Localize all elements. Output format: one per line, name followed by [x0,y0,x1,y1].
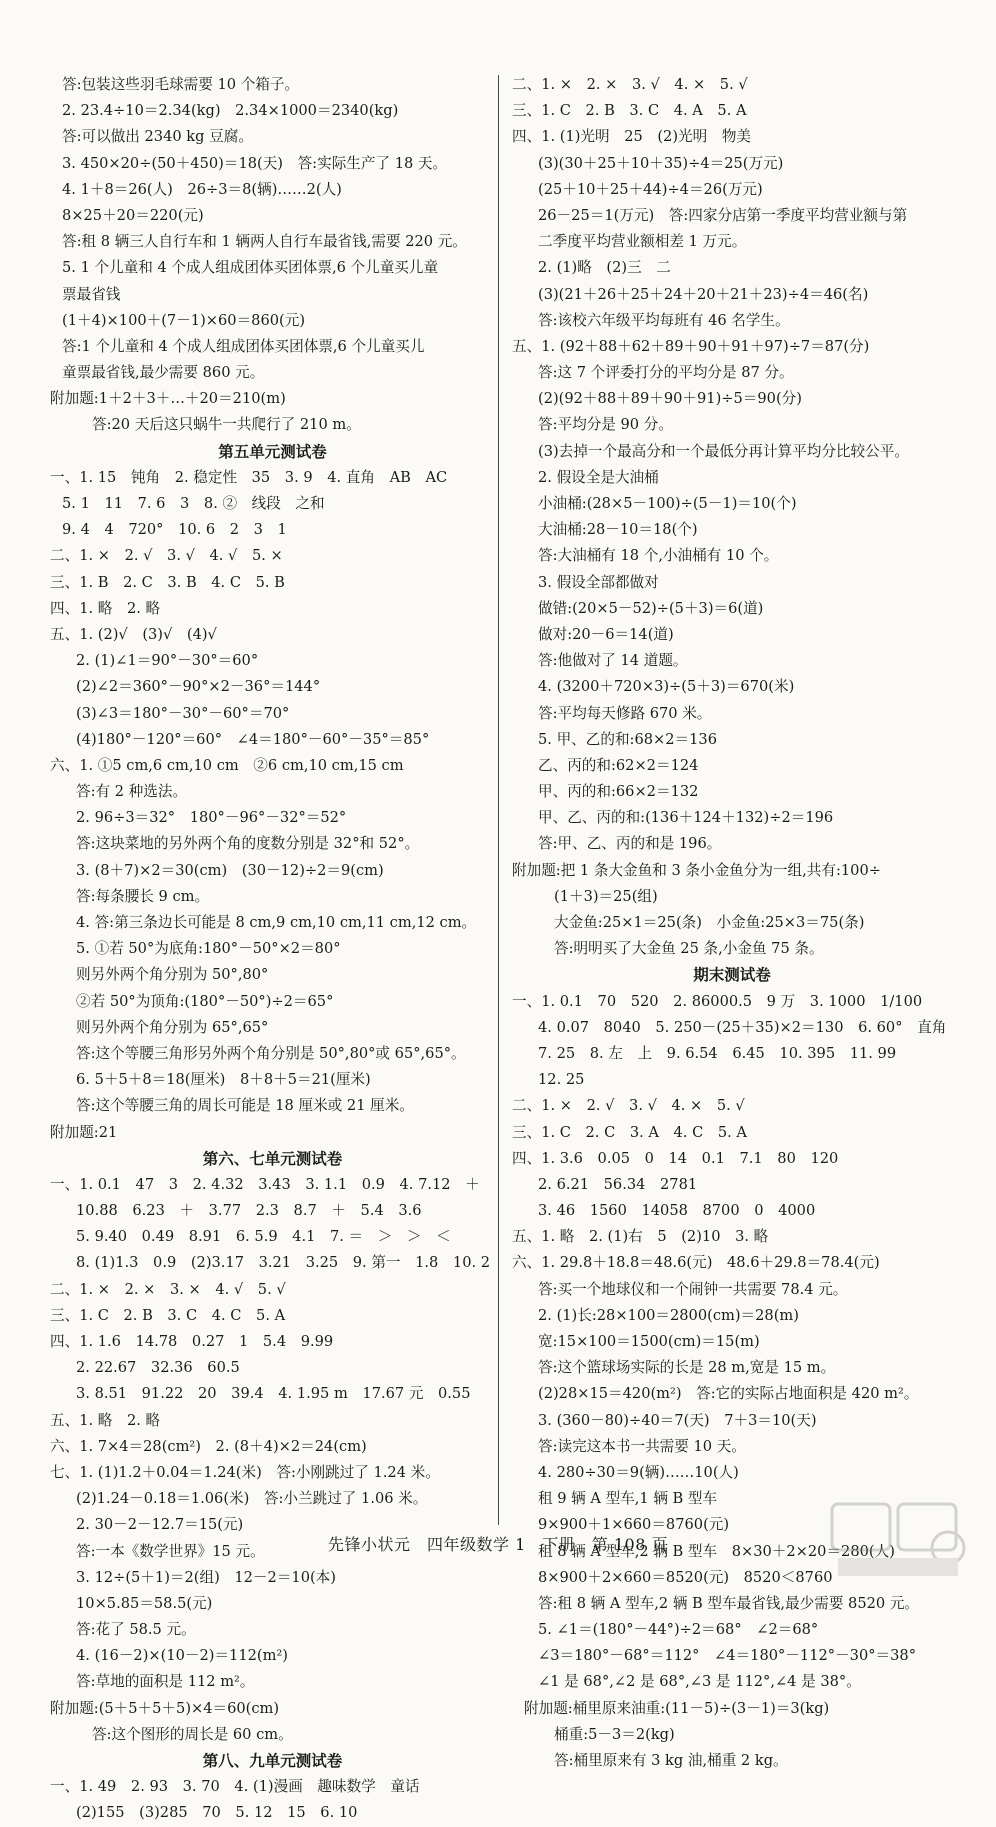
answer-line: 2. 23.4÷10＝2.34(kg) 2.34×1000＝2340(kg) [62,102,399,120]
answer-line: 答:租 8 辆 A 型车,2 辆 B 型车最省钱,最少需要 8520 元。 [538,1594,920,1612]
answer-line: 9. 4 4 720° 10. 6 2 3 1 [62,521,287,539]
answer-line: 答:1 个儿童和 4 个成人组成团体买团体票,6 个儿童买儿 [62,337,425,355]
answer-line: 答:他做对了 14 道题。 [538,652,688,670]
answer-line: 4. (3200＋720×3)÷(5＋3)＝670(米) [538,678,795,696]
answer-line: (2)28×15＝420(m²) 答:它的实际占地面积是 420 m²。 [538,1385,919,1403]
answer-line: 2. 22.67 32.36 60.5 [76,1359,240,1377]
answer-line: (3)去掉一个最高分和一个最低分再计算平均分比较公平。 [538,442,909,460]
answer-line: 答:平均每天修路 670 米。 [538,704,712,722]
column-divider [498,75,499,1525]
answer-line: 则另外两个角分别为 50°,80° [76,966,269,984]
answer-line: 答:租 8 辆三人自行车和 1 辆两人自行车最省钱,需要 220 元。 [62,233,467,251]
answer-line: (3)(30＋25＋10＋35)÷4＝25(万元) [538,154,784,172]
answer-line: 答:一本《数学世界》15 元。 [76,1542,265,1560]
answer-line: 2. 假设全是大油桶 [538,468,659,486]
answer-line: 三、1. C 2. C 3. A 4. C 5. A [512,1123,747,1141]
section-heading: 期末测试卷 [693,966,771,985]
answer-line: 五、1. (92＋88＋62＋89＋90＋91＋97)÷7＝87(分) [512,337,870,355]
answer-line: 五、1. 略 2. (1)右 5 (2)10 3. 略 [512,1228,769,1246]
answer-line: 二季度平均营业额相差 1 万元。 [538,233,747,251]
answer-line: (2)(92＋88＋89＋90＋91)÷5＝90(分) [538,390,802,408]
answer-line: (2)∠2＝360°－90°×2－36°＝144° [76,678,321,696]
answer-line: 四、1. 1.6 14.78 0.27 1 5.4 9.99 [50,1333,334,1350]
answer-line: 一、1. 15 钝角 2. 稳定性 35 3. 9 4. 直角 AB AC [50,468,448,486]
answer-line: 答:买一个地球仪和一个闹钟一共需要 78.4 元。 [538,1280,848,1298]
answer-line: 8×25＋20＝220(元) [62,206,204,224]
answer-line: 童票最省钱,最少需要 860 元。 [62,364,265,382]
answer-line: 答:明明买了大金鱼 25 条,小金鱼 75 条。 [554,940,824,958]
answer-line: 4. 答:第三条边长可能是 8 cm,9 cm,10 cm,11 cm,12 cm。 [76,914,477,931]
answer-line: 4. 0.07 8040 5. 250－(25＋35)×2＝130 6. 60° 直角 [538,1018,947,1036]
answer-line: 三、1. B 2. C 3. B 4. C 5. B [50,573,285,591]
answer-line: ②若 50°为顶角:(180°－50°)÷2＝65° [76,992,334,1010]
answer-line: 3. 450×20÷(50＋450)＝18(天) 答:实际生产了 18 天。 [62,154,448,172]
answer-line: (1＋3)＝25(组) [554,887,658,905]
section-heading: 第五单元测试卷 [218,442,327,461]
answer-line: 3. (360－80)÷40＝7(天) 7＋3＝10(天) [538,1411,817,1429]
answer-line: 3. 假设全部都做对 [538,573,659,591]
answer-line: 二、1. × 2. × 3. √ 4. × 5. √ [512,76,748,93]
answer-line: 2. 30－2－12.7＝15(元) [76,1516,244,1534]
answer-line: 8×900＋2×660＝8520(元) 8520＜8760 [538,1568,833,1586]
answer-line: 3. (8＋7)×2＝30(cm) (30－12)÷2＝9(cm) [76,861,384,879]
answer-line: 做错:(20×5－52)÷(5＋3)＝6(道) [538,599,764,617]
answer-line: 答:甲、乙、丙的和是 196。 [538,835,722,853]
answer-line: 四、1. 3.6 0.05 0 14 0.1 7.1 80 120 [512,1149,839,1167]
answer-line: (2)1.24－0.18＝1.06(米) 答:小兰跳过了 1.06 米。 [76,1490,428,1508]
answer-line: (2)155 (3)285 70 5. 12 15 6. 10 [76,1804,358,1822]
answer-line: 五、1. 略 2. 略 [50,1411,161,1429]
answer-line: 答:读完这本书一共需要 10 天。 [538,1437,746,1455]
answer-line: 5. 1 个儿童和 4 个成人组成团体买团体票,6 个儿童买儿童 [62,259,439,277]
answer-line: 10×5.85＝58.5(元) [76,1594,213,1612]
answer-line: 票最省钱 [62,285,121,303]
answer-line: 4. 1＋8＝26(人) 26÷3＝8(辆)……2(人) [62,180,342,198]
answer-line: 四、1. (1)光明 25 (2)光明 物美 [512,128,752,146]
section-heading: 第六、七单元测试卷 [202,1149,343,1168]
answer-line: 五、1. (2)√ (3)√ (4)√ [50,625,217,643]
answer-line: 六、1. 29.8＋18.8＝48.6(元) 48.6＋29.8＝78.4(元) [512,1254,880,1272]
answer-line: 答:草地的面积是 112 m²。 [76,1673,255,1691]
answer-line: 七、1. (1)1.2＋0.04＝1.24(米) 答:小刚跳过了 1.24 米。 [50,1463,440,1481]
answer-line: 9×900＋1×660＝8760(元) [538,1516,730,1534]
answer-line: 四、1. 略 2. 略 [50,599,161,617]
answer-line: 三、1. C 2. B 3. C 4. A 5. A [512,102,747,120]
answer-line: 一、1. 0.1 47 3 2. 4.32 3.43 3. 1.1 0.9 4. 7.12 ＋ [50,1175,480,1193]
answer-line: 则另外两个角分别为 65°,65° [76,1018,269,1036]
answer-line: (3)(21＋26＋25＋24＋20＋21＋23)÷4＝46(名) [538,285,869,303]
answer-line: 答:这个等腰三角的周长可能是 18 厘米或 21 厘米。 [76,1097,414,1115]
answer-line: 答:可以做出 2340 kg 豆腐。 [62,128,253,146]
answer-line: 3. 8.51 91.22 20 39.4 4. 1.95 m 17.67 元 0.55 [76,1385,471,1403]
answer-line: 5. ∠1＝(180°－44°)÷2＝68° ∠2＝68° [538,1621,819,1639]
answer-line: 一、1. 0.1 70 520 2. 86000.5 9 万 3. 1000 1/100 [512,992,923,1010]
answer-line: 3. 46 1560 14058 8700 0 4000 [538,1202,816,1220]
answer-line: 答:桶里原来有 3 kg 油,桶重 2 kg。 [554,1752,788,1769]
page-footer: 先锋小状元 四年级数学 1 下册 第 108 页 [328,1535,668,1554]
answer-line: 答:20 天后这只蜗牛一共爬行了 210 m。 [92,416,361,434]
answer-line: 6. 5＋5＋8＝18(厘米) 8＋8＋5＝21(厘米) [76,1071,371,1089]
answer-line: 答:这 7 个评委打分的平均分是 87 分。 [538,364,794,382]
answer-line: 2. (1)长:28×100＝2800(cm)＝28(m) [538,1306,799,1324]
answer-line: 附加题:把 1 条大金鱼和 3 条小金鱼分为一组,共有:100÷ [512,861,881,879]
answer-line: 甲、丙的和:66×2＝132 [538,783,699,801]
answer-line: 26－25＝1(万元) 答:四家分店第一季度平均营业额与第 [538,206,908,224]
answer-line: ∠3＝180°－68°＝112° ∠4＝180°－112°－30°＝38° [538,1647,916,1665]
answer-line: 宽:15×100＝1500(cm)＝15(m) [538,1333,760,1350]
answer-line: 桶重:5－3＝2(kg) [554,1725,675,1743]
answer-line: 5. 甲、乙的和:68×2＝136 [538,730,717,748]
section-heading: 第八、九单元测试卷 [202,1752,343,1770]
answer-line: (3)∠3＝180°－30°－60°＝70° [76,704,290,722]
answer-line: 答:这块菜地的另外两个角的度数分别是 32°和 52°。 [76,835,420,853]
answer-line: 答:这个篮球场实际的长是 28 m,宽是 15 m。 [538,1359,836,1377]
answer-line: ∠1 是 68°,∠2 是 68°,∠3 是 112°,∠4 是 38°。 [538,1673,861,1691]
answer-line: 二、1. × 2. √ 3. √ 4. √ 5. × [50,547,283,565]
answer-line: 甲、乙、丙的和:(136＋124＋132)÷2＝196 [538,809,834,827]
answer-line: 做对:20－6＝14(道) [538,625,674,643]
answer-line: 答:该校六年级平均每班有 46 名学生。 [538,311,790,329]
answer-line: 2. 6.21 56.34 2781 [538,1175,698,1193]
answer-line: 4. 280÷30＝9(辆)……10(人) [538,1463,739,1481]
answer-line: (25＋10＋25＋44)÷4＝26(万元) [538,180,763,198]
answer-line: 答:这个图形的周长是 60 cm。 [92,1725,293,1743]
answer-line: 二、1. × 2. √ 3. √ 4. × 5. √ [512,1097,745,1115]
answer-line: 答:这个等腰三角形另外两个角分别是 50°,80°或 65°,65°。 [76,1044,466,1062]
answer-line: 附加题:1＋2＋3＋…＋20＝210(m) [50,390,286,408]
answer-line: 7. 25 8. 左 上 9. 6.54 6.45 10. 395 11. 99 [538,1044,897,1062]
answer-line: 租 8 辆 A 型车,2 辆 B 型车 8×30＋2×20＝280(人) [538,1542,895,1560]
answer-line: 8. (1)1.3 0.9 (2)3.17 3.21 3.25 9. 第一 1.8 10. 2 [76,1254,491,1272]
answer-line: 2. 96÷3＝32° 180°－96°－32°＝52° [76,809,347,827]
answer-line: 答:有 2 种选法。 [76,783,188,801]
answer-line: (1＋4)×100＋(7－1)×60＝860(元) [62,311,306,329]
answer-line: 10.88 6.23 ＋ 3.77 2.3 8.7 ＋ 5.4 3.6 [76,1202,422,1220]
answer-line: 4. (16－2)×(10－2)＝112(m²) [76,1647,288,1665]
answer-line: 六、1. ①5 cm,6 cm,10 cm ②6 cm,10 cm,15 cm [50,756,404,774]
answer-line: 三、1. C 2. B 3. C 4. C 5. A [50,1306,286,1324]
watermark-logo [828,1500,978,1580]
answer-line: 大油桶:28－10＝18(个) [538,521,698,539]
answer-line: 答:大油桶有 18 个,小油桶有 10 个。 [538,547,779,565]
answer-line: 答:花了 58.5 元。 [76,1621,196,1639]
answer-line: 乙、丙的和:62×2＝124 [538,756,699,774]
answer-line: 2. (1)略 (2)三 二 [538,259,671,277]
answer-line: 附加题:桶里原来油重:(11－5)÷(3－1)＝3(kg) [524,1699,830,1717]
answer-line: 租 9 辆 A 型车,1 辆 B 型车 [538,1490,718,1508]
answer-line: 5. ①若 50°为底角:180°－50°×2＝80° [76,940,341,958]
answer-line: 5. 9.40 0.49 8.91 6. 5.9 4.1 7. ＝ ＞ ＞ ＜ [76,1228,451,1246]
answer-line: 大金鱼:25×1＝25(条) 小金鱼:25×3＝75(条) [554,914,865,931]
answer-line: (4)180°－120°＝60° ∠4＝180°－60°－35°＝85° [76,730,430,748]
answer-line: 12. 25 [538,1071,585,1089]
answer-line: 六、1. 7×4＝28(cm²) 2. (8＋4)×2＝24(cm) [50,1437,367,1455]
answer-line: 小油桶:(28×5－100)÷(5－1)＝10(个) [538,495,797,512]
answer-line: 答:每条腰长 9 cm。 [76,887,210,905]
answer-line: 5. 1 11 7. 6 3 8. ② 线段 之和 [62,495,325,512]
answer-line: 3. 12÷(5＋1)＝2(组) 12－2＝10(本) [76,1568,336,1586]
answer-line: 答:平均分是 90 分。 [538,416,673,434]
answer-line: 一、1. 49 2. 93 3. 70 4. (1)漫画 趣味数学 童话 [50,1778,420,1796]
answer-line: 二、1. × 2. × 3. × 4. √ 5. √ [50,1280,286,1298]
answer-line: 答:包装这些羽毛球需要 10 个箱子。 [62,76,300,93]
answer-line: 附加题:21 [50,1123,118,1141]
answer-line: 2. (1)∠1＝90°－30°＝60° [76,652,259,670]
left-column [50,72,495,1827]
answer-line: 附加题:(5＋5＋5＋5)×4＝60(cm) [50,1699,280,1717]
